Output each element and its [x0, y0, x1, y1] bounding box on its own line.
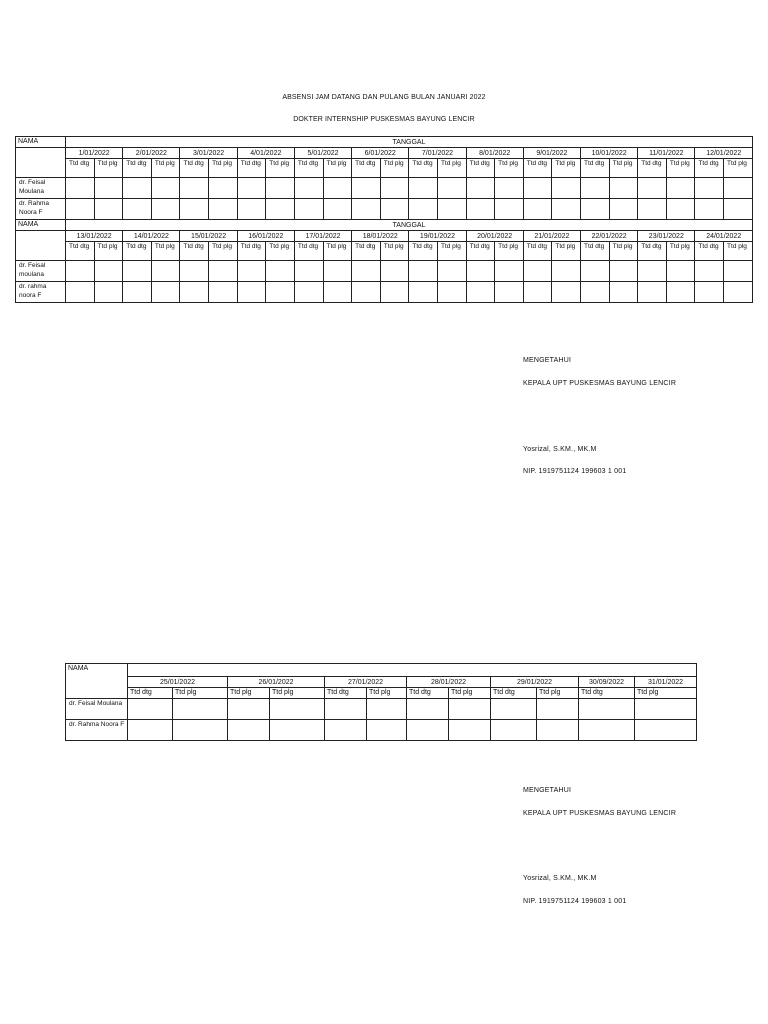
date-header: 8/01/2022 [466, 148, 523, 159]
signature-cell [579, 699, 635, 720]
signature-jabatan-2: KEPALA UPT PUSKESMAS BAYUNG LENCIR [523, 810, 677, 817]
ttd-plg-header: Ttd plg [151, 159, 180, 178]
date-header: 2/01/2022 [123, 148, 180, 159]
signature-cell [380, 282, 409, 303]
signature-cell [228, 720, 270, 741]
ttd-dtg-header: Ttd dtg [237, 159, 266, 178]
signature-cell [323, 261, 352, 282]
signature-cell [695, 261, 724, 282]
ttd-plg-header: Ttd plg [495, 242, 524, 261]
signature-cell [609, 178, 638, 199]
signature-cell [367, 699, 407, 720]
signature-cell [294, 199, 323, 220]
signature-cell [581, 199, 610, 220]
table-row [16, 199, 753, 220]
signature-cell [523, 199, 552, 220]
signature-cell [466, 282, 495, 303]
subheader-row [16, 242, 753, 261]
signature-cell [123, 178, 152, 199]
signature-cell [437, 282, 466, 303]
signature-cell [491, 720, 537, 741]
signature-cell [323, 282, 352, 303]
signature-cell [437, 261, 466, 282]
date-header: 15/01/2022 [180, 231, 237, 242]
ttd-plg-header: Ttd plg [209, 242, 238, 261]
signature-cell [537, 699, 579, 720]
date-header: 9/01/2022 [523, 148, 580, 159]
doctor-name: dr. Rahma Noora F [66, 720, 128, 741]
signature-cell [380, 199, 409, 220]
ttd-dtg-header: Ttd dtg [409, 242, 438, 261]
ttd-plg-header: Ttd plg [209, 159, 238, 178]
signature-cell [151, 282, 180, 303]
table-row [16, 178, 753, 199]
ttd-dtg-header: Ttd dtg [409, 159, 438, 178]
ttd-plg-header: Ttd plg [94, 159, 123, 178]
signature-cell [579, 720, 635, 741]
date-header: 3/01/2022 [180, 148, 237, 159]
date-header: 14/01/2022 [123, 231, 180, 242]
ttd-dtg-header: Ttd dtg [523, 159, 552, 178]
signature-cell [237, 178, 266, 199]
ttd-dtg-header: Ttd dtg [180, 159, 209, 178]
ttd-dtg-header: Ttd dtg [294, 242, 323, 261]
date-header: 18/01/2022 [352, 231, 409, 242]
date-header: 16/01/2022 [237, 231, 294, 242]
signature-cell [466, 178, 495, 199]
date-header: 17/01/2022 [294, 231, 351, 242]
signature-cell [666, 282, 695, 303]
ttd-header: Ttd dtg [128, 688, 173, 699]
date-header: 11/01/2022 [638, 148, 695, 159]
ttd-dtg-header: Ttd dtg [466, 242, 495, 261]
date-header: 1/01/2022 [66, 148, 123, 159]
signature-cell [552, 178, 581, 199]
ttd-dtg-header: Ttd dtg [123, 159, 152, 178]
ttd-plg-header: Ttd plg [666, 159, 695, 178]
ttd-plg-header: Ttd plg [552, 159, 581, 178]
signature-cell [128, 720, 173, 741]
date-row [66, 677, 697, 688]
signature-cell [609, 261, 638, 282]
date-header: 22/01/2022 [581, 231, 638, 242]
signature-cell [724, 178, 753, 199]
ttd-plg-header: Ttd plg [266, 159, 295, 178]
signature-cell [609, 282, 638, 303]
ttd-dtg-header: Ttd dtg [180, 242, 209, 261]
signature-cell [638, 199, 667, 220]
ttd-header: Ttd plg [449, 688, 491, 699]
date-header: 13/01/2022 [66, 231, 123, 242]
signature-cell [266, 261, 295, 282]
date-header: 10/01/2022 [581, 148, 638, 159]
signature-cell [581, 261, 610, 282]
signature-name-2: Yosrizal, S.KM., MK.M [523, 875, 597, 882]
signature-jabatan-1: KEPALA UPT PUSKESMAS BAYUNG LENCIR [523, 380, 677, 387]
ttd-dtg-header: Ttd dtg [638, 159, 667, 178]
ttd-dtg-header: Ttd dtg [523, 242, 552, 261]
blank-cell [16, 231, 66, 242]
signature-cell [638, 282, 667, 303]
signature-cell [495, 199, 524, 220]
date-header: 21/01/2022 [523, 231, 580, 242]
ttd-header: Ttd dtg [579, 688, 635, 699]
signature-mengetahui-2: MENGETAHUI [523, 787, 572, 794]
signature-cell [180, 261, 209, 282]
signature-cell [581, 178, 610, 199]
signature-cell [151, 199, 180, 220]
signature-cell [666, 178, 695, 199]
nama-header: NAMA [16, 220, 66, 231]
signature-cell [367, 720, 407, 741]
ttd-header: Ttd plg [228, 688, 270, 699]
signature-cell [294, 178, 323, 199]
signature-cell [123, 199, 152, 220]
signature-cell [266, 199, 295, 220]
ttd-dtg-header: Ttd dtg [581, 242, 610, 261]
signature-cell [523, 178, 552, 199]
signature-name-1: Yosrizal, S.KM., MK.M [523, 446, 597, 453]
signature-cell [209, 282, 238, 303]
signature-cell [695, 199, 724, 220]
signature-cell [635, 699, 697, 720]
doctor-name: dr. Feisal moulana [16, 261, 66, 282]
signature-cell [66, 178, 95, 199]
ttd-plg-header: Ttd plg [380, 242, 409, 261]
signature-cell [409, 282, 438, 303]
header-row [66, 664, 697, 677]
ttd-plg-header: Ttd plg [609, 242, 638, 261]
date-header: 23/01/2022 [638, 231, 695, 242]
table-row [66, 699, 697, 720]
signature-cell [352, 282, 381, 303]
date-header: 25/01/2022 [128, 677, 228, 688]
date-header: 7/01/2022 [409, 148, 466, 159]
ttd-plg-header: Ttd plg [437, 242, 466, 261]
tanggal-header: TANGGAL [66, 220, 753, 231]
signature-cell [325, 699, 367, 720]
ttd-header: Ttd dtg [325, 688, 367, 699]
signature-cell [466, 261, 495, 282]
tanggal-header: TANGGAL [66, 137, 753, 148]
document-title: ABSENSI JAM DATANG DAN PULANG BULAN JANUARI 2022 [282, 94, 486, 101]
signature-cell [552, 282, 581, 303]
signature-cell [635, 720, 697, 741]
signature-cell [352, 261, 381, 282]
signature-cell [151, 261, 180, 282]
ttd-plg-header: Ttd plg [724, 159, 753, 178]
signature-cell [66, 261, 95, 282]
signature-cell [294, 282, 323, 303]
signature-cell [323, 199, 352, 220]
signature-cell [638, 178, 667, 199]
signature-cell [94, 199, 123, 220]
ttd-header: Ttd dtg [407, 688, 449, 699]
signature-nip-1: NIP. 1919751124 199603 1 001 [523, 468, 627, 475]
signature-mengetahui-1: MENGETAHUI [523, 357, 572, 364]
signature-cell [237, 199, 266, 220]
signature-cell [173, 720, 228, 741]
signature-cell [495, 178, 524, 199]
doctor-name: dr. Feisal Moulana [66, 699, 128, 720]
date-header: 19/01/2022 [409, 231, 466, 242]
signature-cell [449, 699, 491, 720]
blank-header [128, 664, 697, 677]
signature-cell [66, 282, 95, 303]
signature-cell [523, 282, 552, 303]
ttd-header: Ttd plg [537, 688, 579, 699]
ttd-header: Ttd dtg [491, 688, 537, 699]
signature-cell [266, 282, 295, 303]
date-header: 27/01/2022 [325, 677, 407, 688]
date-header: 24/01/2022 [695, 231, 753, 242]
ttd-plg-header: Ttd plg [380, 159, 409, 178]
ttd-header: Ttd plg [173, 688, 228, 699]
signature-cell [270, 699, 325, 720]
signature-cell [409, 261, 438, 282]
signature-cell [724, 199, 753, 220]
date-header: 4/01/2022 [237, 148, 294, 159]
ttd-dtg-header: Ttd dtg [123, 242, 152, 261]
blank-cell [16, 148, 66, 159]
signature-cell [352, 199, 381, 220]
date-header: 5/01/2022 [294, 148, 351, 159]
ttd-dtg-header: Ttd dtg [66, 242, 95, 261]
signature-cell [466, 199, 495, 220]
signature-cell [581, 282, 610, 303]
table-row [16, 282, 753, 303]
ttd-dtg-header: Ttd dtg [466, 159, 495, 178]
signature-cell [695, 282, 724, 303]
date-header: 30/09/2022 [579, 677, 635, 688]
date-header: 31/01/2022 [635, 677, 697, 688]
signature-cell [495, 282, 524, 303]
subheader-row [66, 688, 697, 699]
signature-cell [537, 720, 579, 741]
ttd-plg-header: Ttd plg [609, 159, 638, 178]
date-header: 29/01/2022 [491, 677, 579, 688]
nama-header: NAMA [66, 664, 128, 699]
ttd-dtg-header: Ttd dtg [695, 159, 724, 178]
signature-cell [294, 261, 323, 282]
ttd-dtg-header: Ttd dtg [237, 242, 266, 261]
date-header: 26/01/2022 [228, 677, 325, 688]
ttd-header: Ttd plg [635, 688, 697, 699]
doctor-name: dr. rahma noora F [16, 282, 66, 303]
date-header: 12/01/2022 [695, 148, 753, 159]
ttd-plg-header: Ttd plg [266, 242, 295, 261]
ttd-plg-header: Ttd plg [495, 159, 524, 178]
date-row [16, 148, 753, 159]
nama-header: NAMA [16, 137, 66, 148]
signature-cell [270, 720, 325, 741]
signature-cell [352, 178, 381, 199]
ttd-dtg-header: Ttd dtg [66, 159, 95, 178]
signature-cell [523, 261, 552, 282]
signature-cell [123, 282, 152, 303]
header-row [16, 220, 753, 231]
ttd-plg-header: Ttd plg [94, 242, 123, 261]
signature-cell [209, 178, 238, 199]
signature-cell [128, 699, 173, 720]
signature-cell [237, 282, 266, 303]
attendance-table-2 [65, 663, 697, 741]
signature-cell [666, 261, 695, 282]
document-subtitle: DOKTER INTERNSHIP PUSKESMAS BAYUNG LENCIR [293, 116, 475, 123]
signature-cell [151, 178, 180, 199]
signature-cell [123, 261, 152, 282]
signature-cell [237, 261, 266, 282]
ttd-plg-header: Ttd plg [437, 159, 466, 178]
signature-cell [407, 699, 449, 720]
signature-cell [638, 261, 667, 282]
signature-cell [325, 720, 367, 741]
signature-nip-2: NIP. 1919751124 199603 1 001 [523, 898, 627, 905]
signature-cell [180, 178, 209, 199]
blank-cell [16, 242, 66, 261]
signature-cell [495, 261, 524, 282]
signature-cell [449, 720, 491, 741]
date-header: 20/01/2022 [466, 231, 523, 242]
signature-cell [180, 199, 209, 220]
signature-cell [94, 261, 123, 282]
signature-cell [94, 178, 123, 199]
signature-cell [609, 199, 638, 220]
ttd-dtg-header: Ttd dtg [581, 159, 610, 178]
signature-cell [407, 720, 449, 741]
ttd-header: Ttd plg [367, 688, 407, 699]
signature-cell [695, 178, 724, 199]
subheader-row [16, 159, 753, 178]
attendance-table-1 [15, 136, 753, 303]
signature-cell [666, 199, 695, 220]
signature-cell [437, 178, 466, 199]
signature-cell [66, 199, 95, 220]
signature-cell [491, 699, 537, 720]
signature-cell [409, 178, 438, 199]
ttd-dtg-header: Ttd dtg [352, 159, 381, 178]
signature-cell [323, 178, 352, 199]
signature-cell [552, 199, 581, 220]
signature-cell [724, 261, 753, 282]
signature-cell [409, 199, 438, 220]
ttd-plg-header: Ttd plg [323, 159, 352, 178]
signature-cell [552, 261, 581, 282]
header-row [16, 137, 753, 148]
table-row [16, 261, 753, 282]
ttd-dtg-header: Ttd dtg [294, 159, 323, 178]
signature-cell [209, 199, 238, 220]
ttd-plg-header: Ttd plg [151, 242, 180, 261]
ttd-dtg-header: Ttd dtg [695, 242, 724, 261]
doctor-name: dr. Feisal Moulana [16, 178, 66, 199]
signature-cell [437, 199, 466, 220]
blank-cell [16, 159, 66, 178]
ttd-dtg-header: Ttd dtg [638, 242, 667, 261]
date-header: 28/01/2022 [407, 677, 491, 688]
signature-cell [180, 282, 209, 303]
ttd-plg-header: Ttd plg [552, 242, 581, 261]
signature-cell [724, 282, 753, 303]
ttd-plg-header: Ttd plg [666, 242, 695, 261]
signature-cell [209, 261, 238, 282]
date-row [16, 231, 753, 242]
ttd-dtg-header: Ttd dtg [352, 242, 381, 261]
signature-cell [173, 699, 228, 720]
signature-cell [380, 261, 409, 282]
signature-cell [380, 178, 409, 199]
date-header: 6/01/2022 [352, 148, 409, 159]
signature-cell [94, 282, 123, 303]
ttd-header: Ttd plg [270, 688, 325, 699]
table-row [66, 720, 697, 741]
doctor-name: dr. Rahma Noora F [16, 199, 66, 220]
signature-cell [266, 178, 295, 199]
ttd-plg-header: Ttd plg [323, 242, 352, 261]
signature-cell [228, 699, 270, 720]
ttd-plg-header: Ttd plg [724, 242, 753, 261]
